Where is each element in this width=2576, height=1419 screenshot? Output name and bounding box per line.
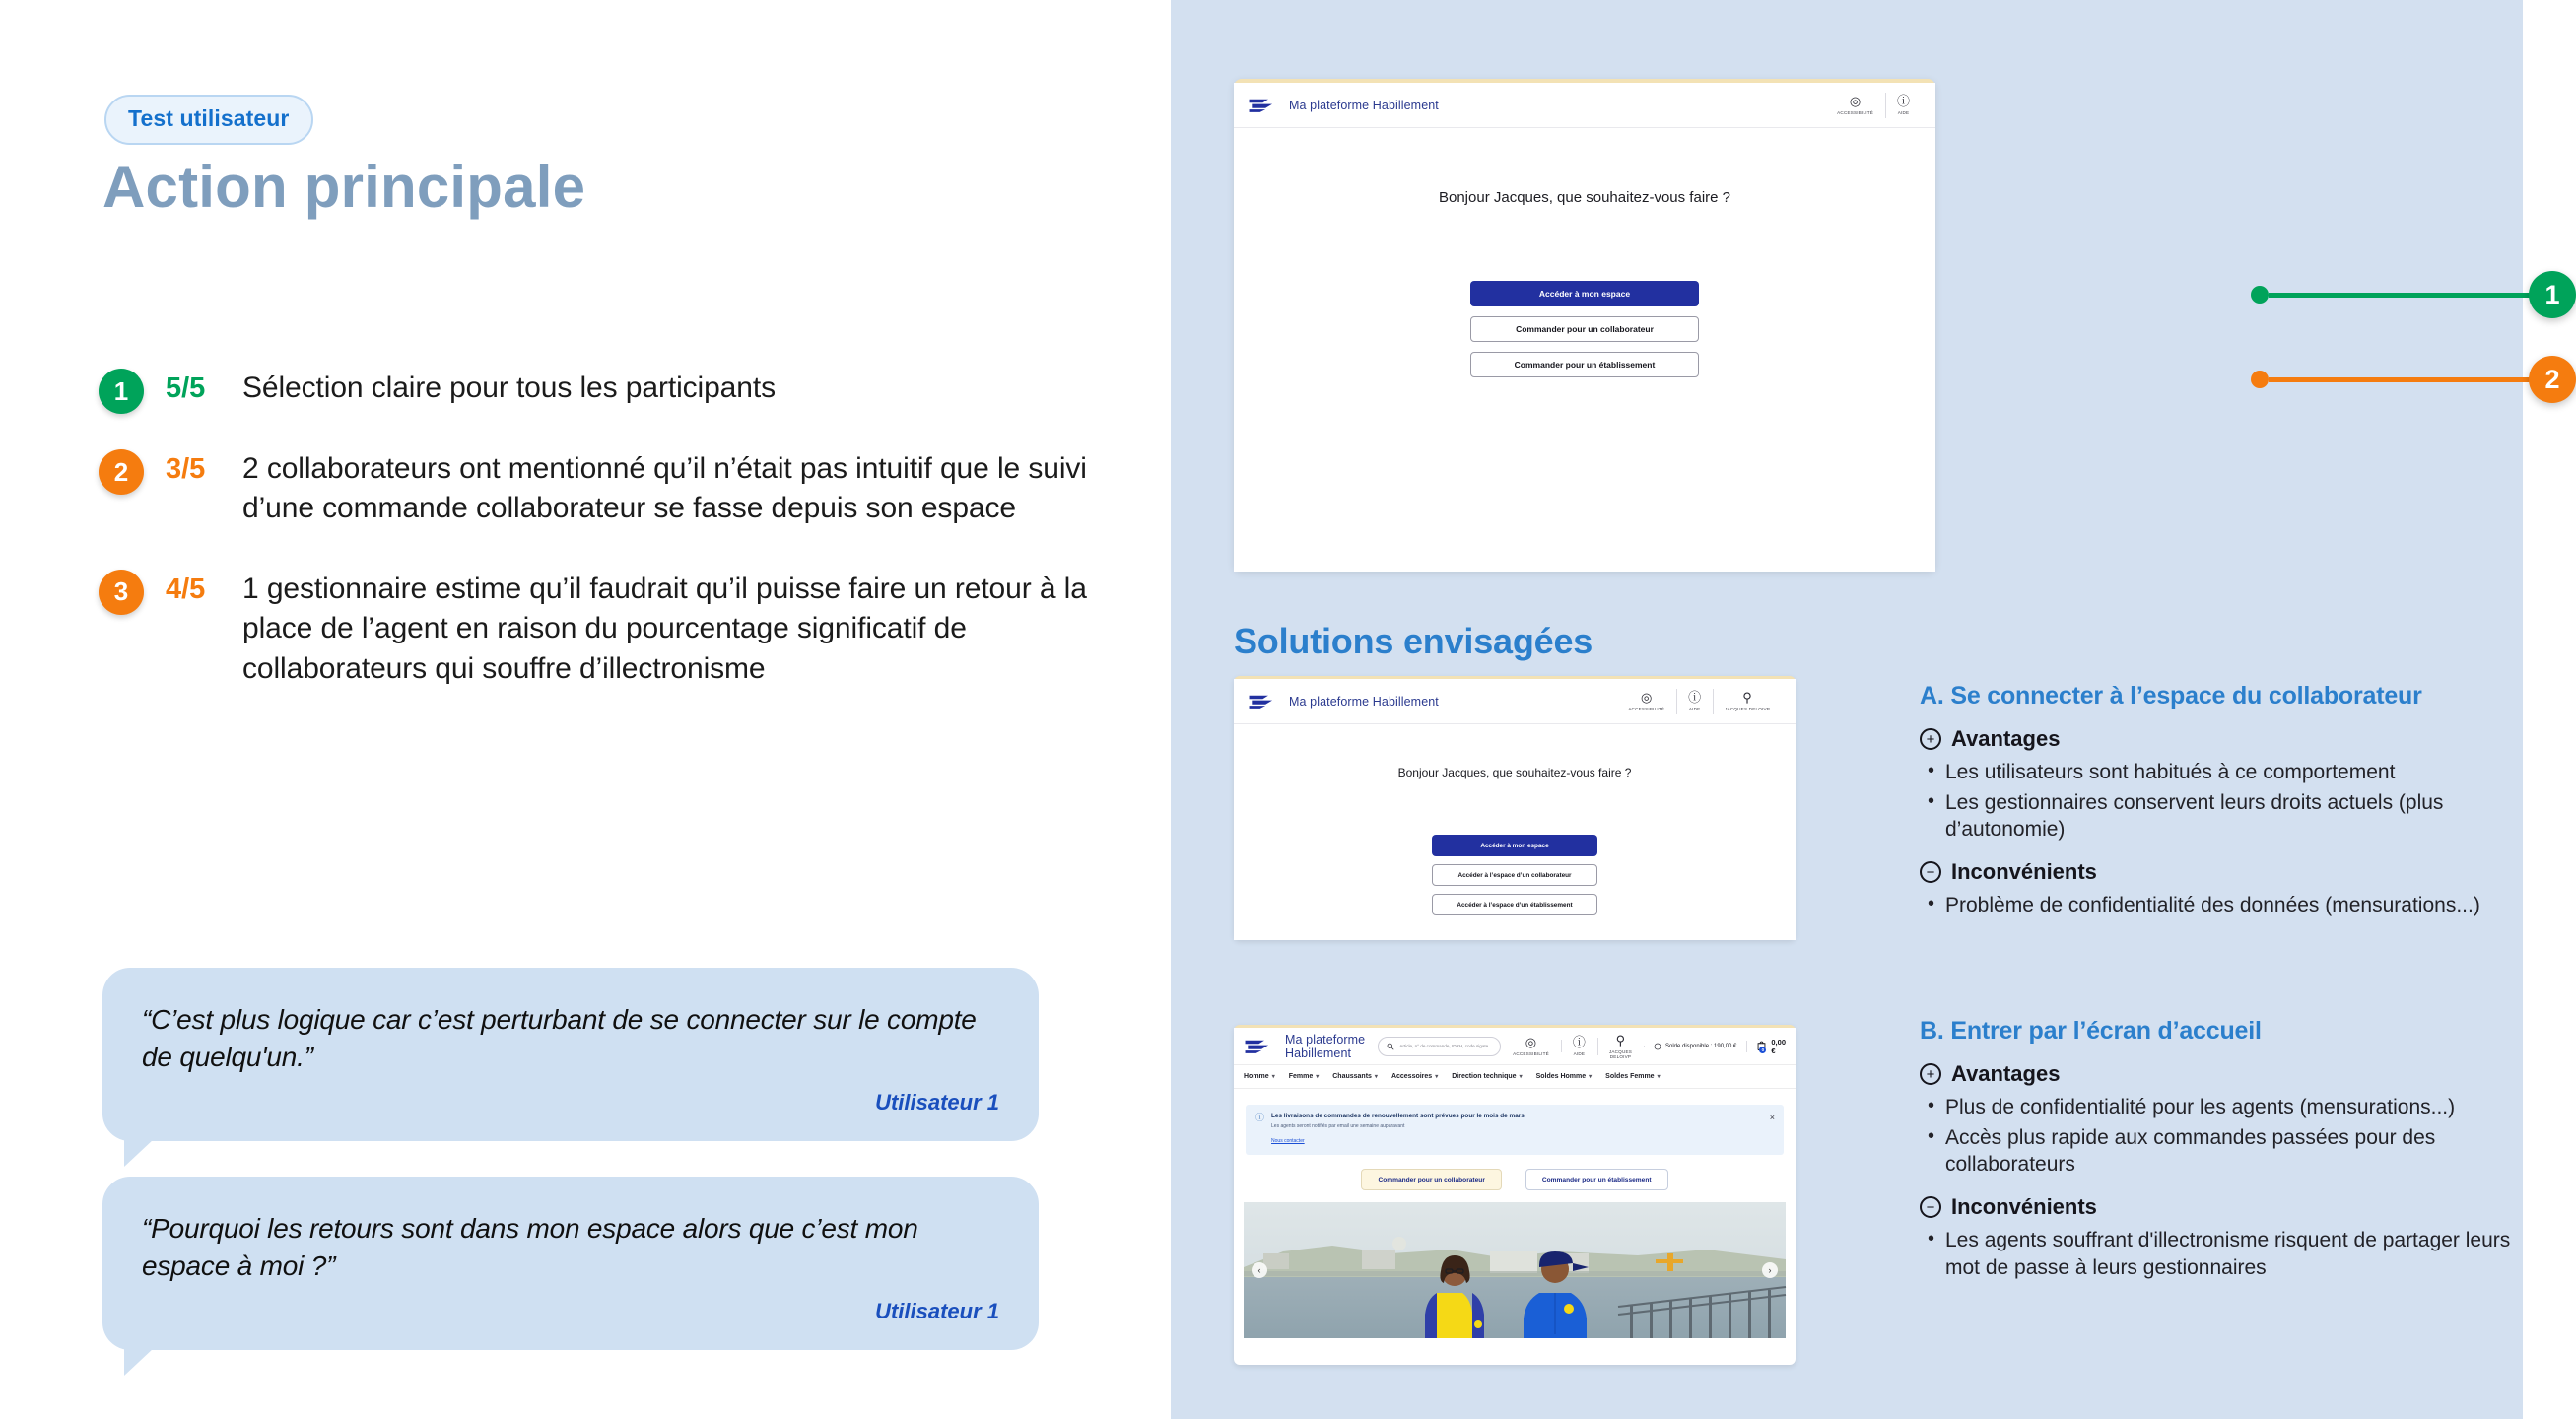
hero-photo: [1244, 1202, 1786, 1338]
plus-icon: +: [1920, 1063, 1941, 1085]
action-button-stack: [1234, 835, 1796, 915]
app-brand-label: Ma plateforme Habillement: [1289, 98, 1439, 112]
balance-label: Solde disponible : 190,00 €: [1665, 1043, 1737, 1049]
app-brand-label: Ma plateforme Habillement: [1285, 1032, 1366, 1060]
balance-indicator: [1644, 1043, 1746, 1050]
la-poste-logo-icon: [1248, 97, 1275, 114]
user-glyph: ⚲: [1742, 690, 1752, 705]
finding-item: [99, 447, 1114, 528]
help-icon[interactable]: [1676, 685, 1713, 718]
list-item: • Les agents souffrant d'illectronisme risquent de partager leurs mot de passe à leurs gestionnaires: [1920, 1227, 2531, 1281]
close-icon[interactable]: ×: [1769, 1113, 1775, 1122]
cart-total: 0,00 €: [1771, 1037, 1786, 1055]
user-label: JACQUES DELOIVP: [1608, 1048, 1632, 1059]
avantages-label: Avantages: [1951, 726, 2061, 751]
mockup-solution-a: [1234, 676, 1796, 940]
category-nav: [1234, 1065, 1796, 1089]
callout-dot: [2251, 371, 2269, 388]
avantages-label: Avantages: [1951, 1061, 2061, 1086]
nav-label: Chaussants: [1332, 1073, 1372, 1080]
app-body: [1234, 128, 1935, 572]
help-label: AIDE: [1573, 1051, 1586, 1056]
nav-item-direction-technique[interactable]: [1452, 1073, 1522, 1080]
commander-collaborateur-button[interactable]: Commander pour un collaborateur: [1470, 316, 1699, 342]
avantages-header: [1920, 726, 2531, 752]
mockup-solution-b: [1234, 1025, 1796, 1365]
accessibility-label: ACCESSIBILITÉ: [1513, 1051, 1549, 1056]
user-glyph: ⚲: [1615, 1032, 1626, 1047]
help-label: AIDE: [1897, 110, 1910, 115]
accessibility-glyph: ◎: [1525, 1035, 1537, 1049]
acceder-espace-collaborateur-button[interactable]: Accéder à l’espace d’un collaborateur: [1432, 864, 1597, 886]
user-account-icon[interactable]: [1713, 685, 1782, 718]
solutions-heading: Solutions envisagées: [1234, 621, 1593, 661]
solution-b-block: [1920, 1017, 2531, 1298]
greeting-text: Bonjour Jacques, que souhaitez-vous faire ?: [1397, 766, 1632, 779]
findings-list: [99, 367, 1114, 722]
accessibility-icon[interactable]: [1825, 89, 1885, 122]
help-icon[interactable]: [1561, 1036, 1597, 1056]
chevron-down-icon: ▾: [1589, 1074, 1593, 1080]
page-title: Action principale: [102, 154, 586, 220]
nav-label: Femme: [1288, 1073, 1314, 1080]
right-panel: [1171, 0, 2560, 1419]
mockup-main-screen: [1234, 79, 1935, 572]
finding-number-badge: 3: [99, 570, 144, 615]
chevron-down-icon: ▾: [1374, 1074, 1378, 1080]
greeting-text: Bonjour Jacques, que souhaitez-vous faire ?: [1438, 189, 1730, 206]
info-banner-title: Les livraisons de commandes de renouvellement sont prévues pour le mois de mars: [1271, 1113, 1525, 1119]
acceder-espace-etablissement-button[interactable]: Accéder à l’espace d’un établissement: [1432, 894, 1597, 915]
finding-score: 4/5: [166, 573, 206, 605]
nav-item-femme[interactable]: [1289, 1073, 1320, 1080]
commander-etablissement-button[interactable]: Commander pour un établissement: [1525, 1169, 1668, 1190]
solution-b-title: B. Entrer par l’écran d’accueil: [1920, 1017, 2262, 1045]
list-item: • Problème de confidentialité des données (mensurations...): [1920, 892, 2531, 919]
app-header: [1234, 83, 1935, 128]
accessibility-glyph: ◎: [1641, 690, 1653, 705]
list-item: • Plus de confidentialité pour les agents (mensurations...): [1920, 1094, 2531, 1121]
inconvenients-label: Inconvénients: [1951, 1194, 2097, 1220]
callout-marker-1: [2251, 271, 2576, 318]
info-icon: ⓘ: [1255, 1113, 1265, 1122]
callout-number: 1: [2529, 271, 2576, 318]
finding-text: Sélection claire pour tous les participants: [242, 372, 776, 404]
info-banner: [1246, 1105, 1784, 1155]
list-item: • Les utilisateurs sont habitués à ce comportement: [1920, 759, 2531, 786]
shop-action-buttons: [1234, 1169, 1796, 1190]
left-column: [0, 0, 1171, 1419]
accessibility-icon[interactable]: [1501, 1036, 1561, 1056]
info-banner-subtitle: Les agents seront notifiés par email une semaine auparavant: [1271, 1123, 1405, 1129]
search-placeholder: Article, n° de commande, IDRH, code sigate...: [1399, 1044, 1493, 1048]
accessibility-label: ACCESSIBILITÉ: [1837, 110, 1873, 115]
finding-score: 3/5: [166, 453, 206, 485]
search-input[interactable]: [1378, 1037, 1501, 1056]
chevron-down-icon: ▾: [1316, 1074, 1320, 1080]
callout-marker-2: [2251, 356, 2576, 403]
coin-icon: [1654, 1043, 1661, 1050]
quote-author: Utilisateur 1: [875, 1299, 999, 1324]
finding-text: 2 collaborateurs ont mentionné qu’il n’était pas intuitif que le suivi d’une commande collaborateur se fasse depuis son espace: [242, 452, 1087, 524]
minus-icon: −: [1920, 861, 1941, 883]
app-header: [1234, 679, 1796, 724]
chevron-down-icon: ▾: [1435, 1074, 1439, 1080]
inconvenients-label: Inconvénients: [1951, 859, 2097, 885]
header-icon-group: [1825, 89, 1922, 122]
finding-item: [99, 568, 1114, 690]
commander-collaborateur-button[interactable]: Commander pour un collaborateur: [1361, 1169, 1501, 1190]
inconvenients-header: [1920, 1194, 2531, 1220]
nav-label: Soldes Femme: [1605, 1073, 1655, 1080]
chevron-down-icon: ▾: [1519, 1074, 1523, 1080]
cart-button[interactable]: [1746, 1038, 1786, 1055]
accessibility-label: ACCESSIBILITÉ: [1628, 707, 1665, 711]
hero-carousel: [1244, 1202, 1786, 1338]
callout-number: 2: [2529, 356, 2576, 403]
nav-item-soldes-homme[interactable]: [1536, 1073, 1593, 1080]
callout-dot: [2251, 286, 2269, 304]
acceder-mon-espace-button[interactable]: Accéder à mon espace: [1432, 835, 1597, 856]
finding-text: 1 gestionnaire estime qu’il faudrait qu’il puisse faire un retour à la place de l’agent en raison du pourcentage significatif de collaborateurs qui souffre d’illectronisme: [242, 572, 1087, 685]
cart-count-badge: 0: [1759, 1047, 1766, 1053]
help-glyph: ⓘ: [1572, 1035, 1586, 1049]
solution-a-title: A. Se connecter à l’espace du collaborateur: [1920, 682, 2422, 710]
nav-item-chaussants[interactable]: [1332, 1073, 1378, 1080]
nav-label: Soldes Homme: [1535, 1073, 1587, 1080]
quote-bubble: [102, 1177, 1039, 1350]
minus-icon: −: [1920, 1196, 1941, 1218]
finding-number-badge: 2: [99, 449, 144, 495]
inconvenients-header: [1920, 859, 2531, 885]
help-icon[interactable]: [1885, 89, 1922, 122]
help-glyph: ⓘ: [1688, 690, 1702, 705]
nav-label: Homme: [1244, 1073, 1269, 1080]
quote-bubble: [102, 968, 1039, 1141]
action-button-stack: [1234, 281, 1935, 377]
shop-header-right: [1501, 1032, 1786, 1061]
help-label: AIDE: [1688, 707, 1701, 711]
info-banner-body: [1271, 1113, 1525, 1147]
la-poste-logo-icon: [1248, 693, 1275, 710]
acceder-mon-espace-button[interactable]: Accéder à mon espace: [1470, 281, 1699, 306]
carousel-prev-button[interactable]: ‹: [1252, 1262, 1267, 1278]
header-icon-group: [1616, 685, 1782, 718]
accessibility-glyph: ◎: [1849, 94, 1862, 108]
chevron-down-icon: ▾: [1657, 1074, 1661, 1080]
quote-author: Utilisateur 1: [875, 1090, 999, 1115]
avantages-header: [1920, 1061, 2531, 1087]
plus-icon: +: [1920, 728, 1941, 750]
finding-item: [99, 367, 1114, 414]
list-item: • Accès plus rapide aux commandes passées pour des collaborateurs: [1920, 1124, 2531, 1179]
test-utilisateur-badge: Test utilisateur: [104, 95, 313, 145]
avantages-list: [1920, 759, 2531, 844]
app-brand-label: Ma plateforme Habillement: [1289, 694, 1439, 709]
app-body: [1234, 724, 1796, 940]
help-glyph: ⓘ: [1896, 94, 1910, 108]
shop-header: [1234, 1028, 1796, 1065]
user-label: JACQUES DELOIVP: [1725, 707, 1770, 711]
finding-number-badge: 1: [99, 369, 144, 414]
callout-line: [2269, 377, 2532, 382]
list-item: • Les gestionnaires conservent leurs droits actuels (plus d’autonomie): [1920, 789, 2531, 844]
inconvenients-list: [1920, 1227, 2531, 1281]
solution-a-block: [1920, 682, 2531, 935]
nav-label: Accessoires: [1390, 1073, 1433, 1080]
la-poste-logo-icon: [1244, 1038, 1271, 1055]
contact-link[interactable]: Nous contacter: [1271, 1138, 1305, 1144]
commander-etablissement-button[interactable]: Commander pour un établissement: [1470, 352, 1699, 377]
nav-label: Direction technique: [1452, 1073, 1517, 1080]
accessibility-icon[interactable]: [1616, 685, 1676, 718]
chevron-down-icon: ▾: [1271, 1074, 1275, 1080]
user-account-icon[interactable]: [1597, 1034, 1644, 1059]
avantages-list: [1920, 1094, 2531, 1179]
nav-item-homme[interactable]: [1244, 1073, 1275, 1080]
nav-item-soldes-femme[interactable]: [1605, 1073, 1660, 1080]
inconvenients-list: [1920, 892, 2531, 919]
quote-text: “Pourquoi les retours sont dans mon espace alors que c’est mon espace à moi ?”: [142, 1213, 918, 1282]
callout-line: [2269, 293, 2532, 298]
nav-item-accessoires[interactable]: [1391, 1073, 1438, 1080]
quote-text: “C’est plus logique car c’est perturbant de se connecter sur le compte de quelqu'un.”: [142, 1004, 977, 1073]
search-icon: [1387, 1043, 1394, 1050]
finding-score: 5/5: [166, 372, 206, 404]
carousel-next-button[interactable]: ›: [1762, 1262, 1778, 1278]
